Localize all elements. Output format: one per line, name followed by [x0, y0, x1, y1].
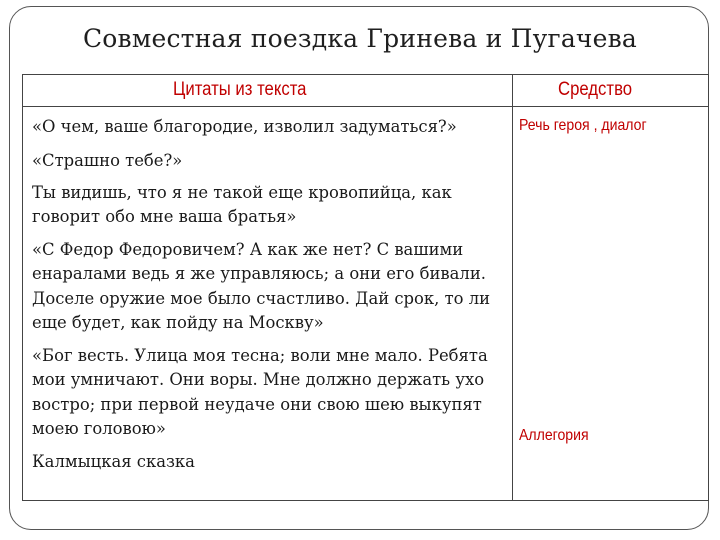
quote-cell: «Страшно тебе?»	[32, 151, 183, 170]
quote-cell: Ты видишь, что я не такой еще кровопийца, как говорит обо мне ваша братья»	[32, 183, 452, 227]
quotes-table	[22, 74, 709, 501]
slide-title: Совместная поездка Гринева и Пугачева	[82, 24, 638, 53]
quote-cell: Калмыцкая сказка	[32, 452, 195, 471]
header-rule	[23, 106, 708, 107]
header-means: Средство	[558, 79, 633, 100]
header-quotes: Цитаты из текста	[173, 79, 307, 100]
quote-cell: «Бог весть. Улица моя тесна; воли мне мало. Ребята мои умничают. Они воры. Мне должно держать ухо востро; при первой неудаче они свою шею выкупят моею головою»	[32, 346, 488, 439]
means-cell: Аллегория	[519, 427, 589, 444]
means-cell: Речь героя , диалог	[519, 117, 647, 134]
column-divider	[512, 75, 513, 500]
quote-cell: «О чем, ваше благородие, изволил задуматься?»	[32, 117, 457, 136]
quote-cell: «С Федор Федоровичем? А как же нет? С вашими енаралами ведь я же управляюсь; а они его бивали. Доселе оружие мое было счастливо. Дай срок, то ли еще будет, как пойду на Москву»	[32, 240, 491, 333]
